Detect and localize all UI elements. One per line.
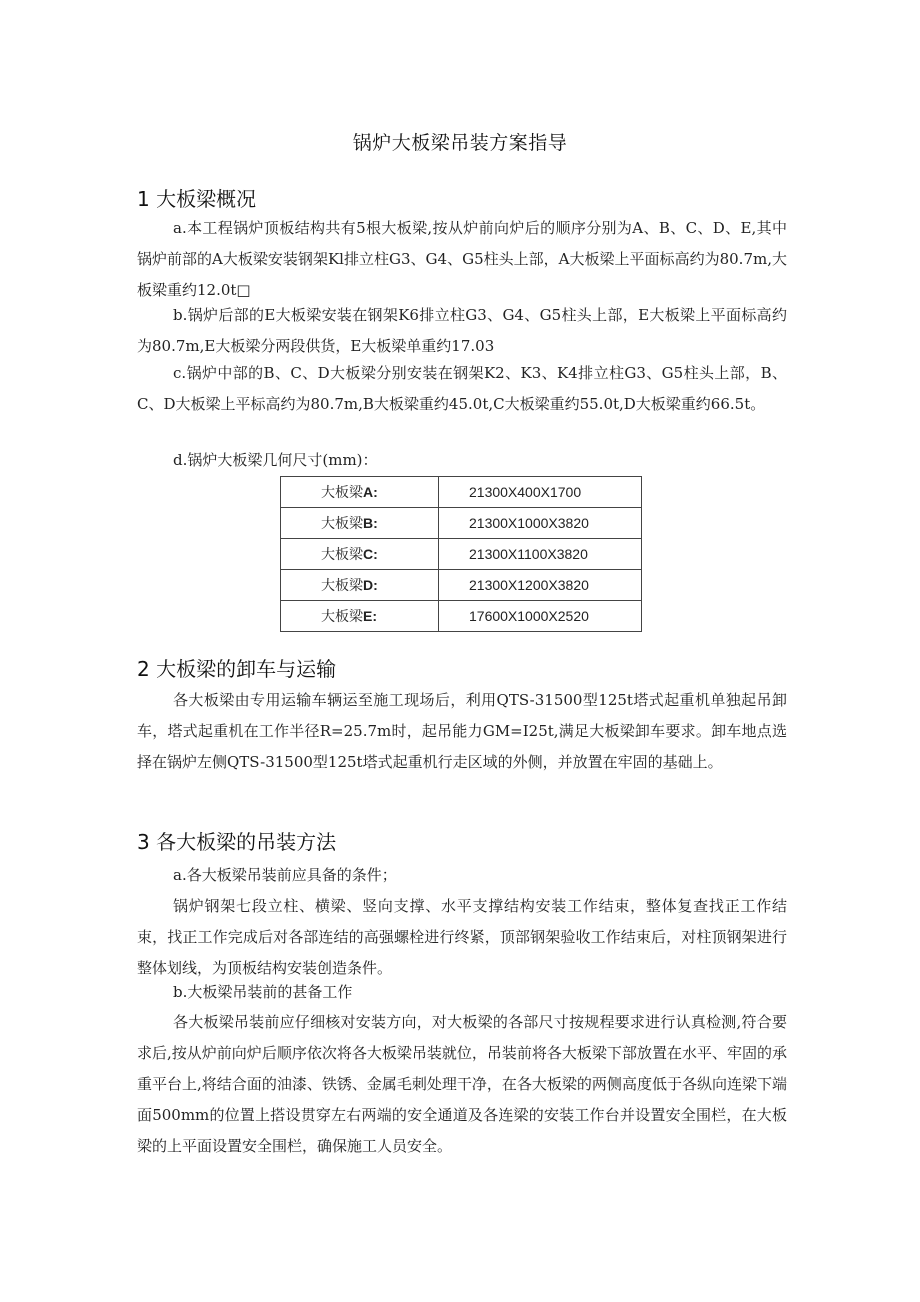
beam-dimensions: 21300X400X1700 — [439, 477, 642, 508]
beam-label: 大板梁C: — [281, 539, 439, 570]
section-3-para-a-body: 锅炉钢架七段立柱、横梁、竖向支撑、水平支撑结构安装工作结束，整体复查找正工作结束，找正工作完成后对各部连结的高强螺栓进行终紧，顶部钢架验收工作结束后，对柱顶钢架进行整体划线，为顶板结构安装创造条件。 — [137, 897, 787, 977]
section-3-heading: 3 各大板梁的吊装方法 — [137, 830, 337, 854]
beam-label: 大板梁A: — [281, 477, 439, 508]
table-row — [281, 477, 642, 508]
beam-label: 大板梁D: — [281, 570, 439, 601]
section-1-para-a: a.本工程锅炉顶板结构共有5根大板梁,按从炉前向炉后的顺序分别为A、B、C、D、E,其中锅炉前部的A大板梁安装钢架Kl排立柱G3、G4、G5柱头上部，A大板梁上平面标高约为80.7m,大板梁重约12.0t□ — [137, 219, 787, 299]
section-3-para-a: a.各大板梁吊装前应具备的条件； — [173, 866, 397, 884]
section-1-para-d: d.锅炉大板梁几何尺寸(mm)： — [173, 451, 378, 469]
section-2-para: 各大板梁由专用运输车辆运至施工现场后，利用QTS-31500型125t塔式起重机单独起吊卸车，塔式起重机在工作半径R=25.7m时，起吊能力GM=I25t,满足大板梁卸车要求。卸车地点选择在锅炉左侧QTS-31500型125t塔式起重机行走区域的外侧，并放置在牢固的基础上。 — [137, 691, 787, 771]
beam-dimensions: 17600X1000X2520 — [439, 601, 642, 632]
beam-label: 大板梁B: — [281, 508, 439, 539]
section-1-para-c: c.锅炉中部的B、C、D大板梁分别安装在钢架K2、K3、K4排立柱G3、G5柱头上部，B、C、D大板梁上平标高约为80.7m,B大板梁重约45.0t,C大板梁重约55.0t,D大板梁重约66.5t。 — [137, 364, 787, 413]
beam-label: 大板梁E: — [281, 601, 439, 632]
beam-dimensions: 21300X1200X3820 — [439, 570, 642, 601]
table-row — [281, 570, 642, 601]
table-row — [281, 601, 642, 632]
document-title: 锅炉大板梁吊装方案指导 — [352, 132, 568, 154]
section-3-para-b-body: 各大板梁吊装前应仔细核对安装方向，对大板梁的各部尺寸按规程要求进行认真检测,符合要求后,按从炉前向炉后顺序依次将各大板梁吊装就位，吊装前将各大板梁下部放置在水平、牢固的承重平台上,将结合面的油漆、铁锈、金属毛刺处理干净，在各大板梁的两侧高度低于各纵向连梁下端面500mm的位置上搭设贯穿左右两端的安全通道及各连梁的安装工作台并设置安全围栏，在大板梁的上平面设置安全围栏，确保施工人员安全。 — [137, 1013, 787, 1155]
beam-dimensions: 21300X1000X3820 — [439, 508, 642, 539]
section-2-heading: 2 大板梁的卸车与运输 — [137, 657, 337, 681]
table-row — [281, 508, 642, 539]
section-1-heading: 1 大板梁概况 — [137, 187, 257, 211]
section-1-para-b: b.锅炉后部的E大板梁安装在钢架K6排立柱G3、G4、G5柱头上部，E大板梁上平面标高约为80.7m,E大板梁分两段供货，E大板梁单重约17.03 — [137, 306, 787, 355]
table-row — [281, 539, 642, 570]
beam-dimensions: 21300X1100X3820 — [439, 539, 642, 570]
beam-dimensions-table — [280, 476, 642, 632]
section-3-para-b: b.大板梁吊装前的甚备工作 — [173, 983, 353, 1001]
